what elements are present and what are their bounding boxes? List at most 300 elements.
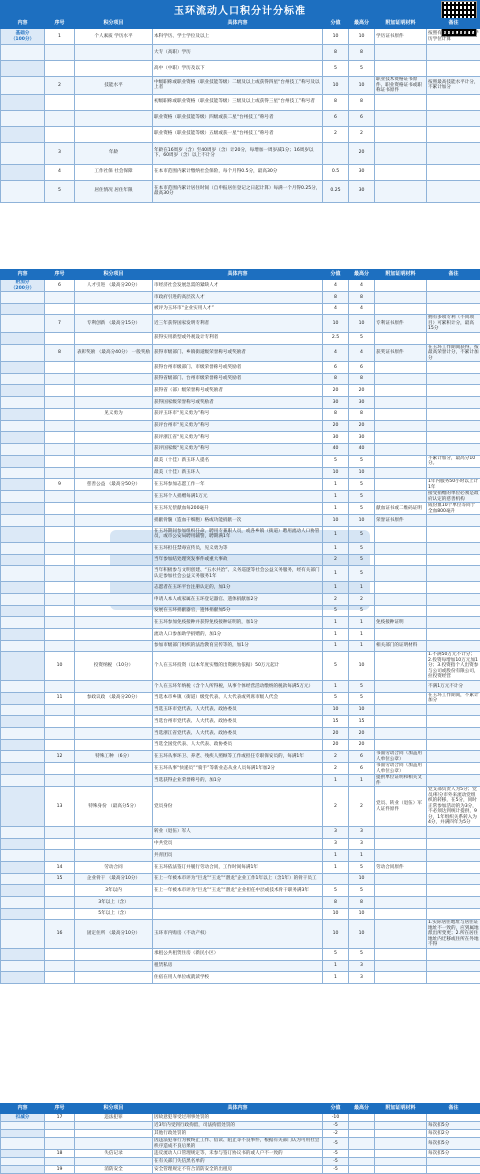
- remark: [427, 566, 480, 582]
- item-name: [75, 640, 153, 652]
- table-row: [1, 826, 480, 838]
- item-content: 初级职称或职业资格（职业技能等级）三级及以上或获得三星“台州技工”称号者: [153, 94, 323, 110]
- row-number: 9: [45, 479, 75, 491]
- row-number: [45, 582, 75, 594]
- item-name: [75, 972, 153, 984]
- item-name: [75, 1158, 153, 1166]
- row-number: [45, 1122, 75, 1130]
- score-value: 5: [323, 885, 349, 897]
- column-header-2: 积分项目: [75, 19, 153, 29]
- item-name: [75, 61, 153, 77]
- item-name: [75, 303, 153, 315]
- table-row: [1, 897, 480, 909]
- column-header-4: 分值: [323, 270, 349, 280]
- item-content: 获得省级部门、台州市级荣誉称号或奖励者: [153, 373, 323, 385]
- item-name: [75, 362, 153, 374]
- required-document: [375, 408, 427, 420]
- item-content: 个人在玉环投资（以本年度实缴的出资额为依据）50万元起计: [153, 652, 323, 681]
- max-score: 5: [349, 885, 375, 897]
- item-content: 申请人本人或家属在玉环登记器官、遗体捐献加2分: [153, 594, 323, 606]
- item-name: 5年以上（含）: [75, 908, 153, 920]
- remark: [427, 1114, 480, 1122]
- score-value: 2: [323, 126, 349, 142]
- row-number: [45, 704, 75, 716]
- row-number: [45, 728, 75, 740]
- column-header-7: 备注: [427, 270, 480, 280]
- row-number: 8: [45, 344, 75, 362]
- required-document: [375, 164, 427, 180]
- item-content: [153, 908, 323, 920]
- remark: [427, 408, 480, 420]
- max-score: 2: [349, 126, 375, 142]
- item-content: 近三年获得国家发明专利者: [153, 315, 323, 333]
- category-cell: [1, 728, 45, 740]
- category-cell: [1, 704, 45, 716]
- item-name: 人才引进 （最高分20分）: [75, 280, 153, 292]
- required-document: [375, 704, 427, 716]
- item-name: 专利创新 （最高分15分）: [75, 315, 153, 333]
- score-value: 1: [323, 640, 349, 652]
- max-score: 20: [349, 385, 375, 397]
- remark: [427, 142, 480, 164]
- item-content: 高中（中职）学历及以下: [153, 61, 323, 77]
- item-name: [75, 110, 153, 126]
- max-score: 3: [349, 972, 375, 984]
- required-document: [375, 142, 427, 164]
- item-content: 当选玉环市党代表、人大代表、政协委员: [153, 704, 323, 716]
- table-row: [1, 332, 480, 344]
- row-number: [45, 332, 75, 344]
- item-content: 其他行政处罚的: [153, 1130, 323, 1138]
- row-number: [45, 629, 75, 641]
- item-content: 转业（退伍）军人: [153, 826, 323, 838]
- category-cell: 附加分 （200分）: [1, 280, 45, 292]
- remark: [427, 1158, 480, 1166]
- required-document: [375, 948, 427, 960]
- score-value: 1: [323, 503, 349, 515]
- item-name: [75, 1130, 153, 1138]
- item-content: 当年参加结处理突发事件或重大事故: [153, 554, 323, 566]
- remark: 接受捐赠的单位必须是政府认定的慈善机构: [427, 491, 480, 503]
- category-cell: [1, 850, 45, 862]
- remark: 1年内服务50小时以上计1年: [427, 479, 480, 491]
- item-name: [75, 542, 153, 554]
- table-row: [1, 45, 480, 61]
- remark: [427, 443, 480, 455]
- table-row: [1, 566, 480, 582]
- table-row: [1, 29, 480, 45]
- required-document: [375, 739, 427, 751]
- required-document: 学历证书原件: [375, 29, 427, 45]
- row-number: [45, 491, 75, 503]
- max-score: 5: [349, 605, 375, 617]
- item-content: 在本市范围内累计缴纳社会保险，每个月得0.5分，最高30分: [153, 164, 323, 180]
- column-header-4: 分值: [323, 19, 349, 29]
- remark: [427, 826, 480, 838]
- item-name: [75, 960, 153, 972]
- max-score: 5: [349, 61, 375, 77]
- item-name: 特殊工种 （6分）: [75, 751, 153, 763]
- deduct-column-header: [1, 1104, 480, 1114]
- item-name: [75, 763, 153, 775]
- score-value: 40: [323, 443, 349, 455]
- row-number: 15: [45, 873, 75, 885]
- required-document: 书面劳动合同（加盖用人单位公章）: [375, 751, 427, 763]
- category-cell: [1, 432, 45, 444]
- max-score: 5: [349, 526, 375, 542]
- required-document: [375, 292, 427, 304]
- score-value: -2: [323, 1130, 349, 1138]
- remark: [427, 861, 480, 873]
- required-document: 免疫接种证明: [375, 617, 427, 629]
- score-value: 5: [323, 605, 349, 617]
- max-score: 20: [349, 420, 375, 432]
- remark: [427, 885, 480, 897]
- column-header-2: 积分项目: [75, 1104, 153, 1114]
- max-score: 30: [349, 432, 375, 444]
- item-content: 被评为玉环市“企业实用人才”: [153, 303, 323, 315]
- column-header-7: 备注: [427, 1104, 480, 1114]
- required-document: [375, 554, 427, 566]
- item-content: 获评玉环市“见义勇为”称号: [153, 408, 323, 420]
- required-document: [375, 332, 427, 344]
- category-cell: [1, 629, 45, 641]
- max-score: 5: [349, 542, 375, 554]
- remark: 每次扣2分: [427, 1130, 480, 1138]
- item-content: 在玉环担任禁毒宣传员，见义勇为等: [153, 542, 323, 554]
- required-document: [375, 420, 427, 432]
- item-content: 当选浙江省党代表、人大代表、政协委员: [153, 728, 323, 740]
- remark: [427, 739, 480, 751]
- item-content: 获得省（部）级荣誉称号或奖励者: [153, 385, 323, 397]
- category-cell: 扣减分: [1, 1114, 45, 1122]
- category-cell: [1, 775, 45, 787]
- score-value: 3: [323, 826, 349, 838]
- remark: [427, 373, 480, 385]
- item-content: 玉环市内购房（不动产权）: [153, 920, 323, 949]
- add-column-header: [1, 270, 480, 280]
- item-name: 投资纳税 （10分）: [75, 652, 153, 681]
- score-value: 20: [323, 385, 349, 397]
- row-number: [45, 1130, 75, 1138]
- category-cell: [1, 566, 45, 582]
- item-content: 市经济社会发展急需的紧缺人才: [153, 280, 323, 292]
- score-value: 2: [323, 787, 349, 827]
- item-content: 获评国家级“见义勇为”称号: [153, 443, 323, 455]
- score-value: 10: [323, 704, 349, 716]
- required-document: 劳动合同原件: [375, 861, 427, 873]
- remark: 1.实际居住地址与居住证地址不一致的，应到属地派出所变更；2.所在居住地址内迁移或住所在外地不得: [427, 920, 480, 949]
- score-value: 4: [323, 303, 349, 315]
- table-row: [1, 362, 480, 374]
- max-score: 10: [349, 315, 375, 333]
- table-row: [1, 142, 480, 164]
- table-row: [1, 640, 480, 652]
- score-value: 6: [323, 110, 349, 126]
- category-cell: [1, 362, 45, 374]
- max-score: 8: [349, 94, 375, 110]
- table-row: [1, 751, 480, 763]
- table-row: [1, 292, 480, 304]
- item-content: 获评浙江省“见义勇为”称号: [153, 432, 323, 444]
- score-value: 8: [323, 292, 349, 304]
- row-number: [45, 408, 75, 420]
- item-name: [75, 850, 153, 862]
- required-document: [375, 885, 427, 897]
- item-content: 本科学历、学士学位及以上: [153, 29, 323, 45]
- item-name: [75, 397, 153, 409]
- remark: [427, 110, 480, 126]
- score-value: 5: [323, 692, 349, 704]
- remark: [427, 554, 480, 566]
- table-row: [1, 164, 480, 180]
- max-score: 10: [349, 873, 375, 885]
- category-cell: [1, 948, 45, 960]
- max-score: 40: [349, 443, 375, 455]
- max-score: 4: [349, 280, 375, 292]
- score-value: 5: [323, 61, 349, 77]
- item-name: [75, 45, 153, 61]
- table-row: [1, 280, 480, 292]
- table-row: [1, 467, 480, 479]
- item-content: 在上一年被本市评为“巨龙”“王龙”“潜龙”企业工作1年以上（含1年）的骨干员工: [153, 873, 323, 885]
- max-score: 8: [349, 292, 375, 304]
- column-header-1: 序号: [45, 19, 75, 29]
- table-row: [1, 180, 480, 202]
- required-document: [375, 1150, 427, 1158]
- category-cell: [1, 344, 45, 362]
- row-number: [45, 397, 75, 409]
- remark: 在玉环工作期间，不累计加分: [427, 692, 480, 704]
- row-number: [45, 716, 75, 728]
- remark: 每次扣5分: [427, 1150, 480, 1158]
- row-number: [45, 61, 75, 77]
- max-score: 1: [349, 775, 375, 787]
- score-value: 1: [323, 775, 349, 787]
- required-document: [375, 1166, 427, 1174]
- item-content: 获得市级部门、乡镇街道级荣誉称号或奖励者: [153, 344, 323, 362]
- item-content: 违反流动人口管理规定等，未参与签订协议书的或人户不一致的: [153, 1150, 323, 1158]
- remark: 在玉环工作期间获得，按最高荣誉计分，不累计加分: [427, 344, 480, 362]
- row-number: [45, 897, 75, 909]
- max-score: [349, 1114, 375, 1122]
- item-name: [75, 94, 153, 110]
- remark: [427, 164, 480, 180]
- row-number: [45, 362, 75, 374]
- required-document: [375, 692, 427, 704]
- score-value: 2: [323, 751, 349, 763]
- column-header-0: 内容: [1, 270, 45, 280]
- row-number: [45, 850, 75, 862]
- item-content: 志愿者在玉环平台注册认定的，加1分: [153, 582, 323, 594]
- item-content: 在有关部门失信黑名单的: [153, 1158, 323, 1166]
- row-number: [45, 554, 75, 566]
- max-score: 4: [349, 344, 375, 362]
- item-name: [75, 455, 153, 467]
- column-header-1: 序号: [45, 1104, 75, 1114]
- remark: [427, 542, 480, 554]
- score-value: 10: [323, 920, 349, 949]
- row-number: [45, 455, 75, 467]
- score-value: -5: [323, 1158, 349, 1166]
- row-number: [45, 542, 75, 554]
- required-document: [375, 455, 427, 467]
- max-score: 5: [349, 491, 375, 503]
- required-document: [375, 1122, 427, 1130]
- item-name: [75, 838, 153, 850]
- table-row: [1, 77, 480, 95]
- score-value: 2: [323, 554, 349, 566]
- score-value: 10: [323, 315, 349, 333]
- max-score: 5: [349, 455, 375, 467]
- table-row: [1, 344, 480, 362]
- table-row: [1, 739, 480, 751]
- row-number: [45, 1158, 75, 1166]
- max-score: 30: [349, 164, 375, 180]
- remark: [427, 582, 480, 594]
- table-row: [1, 1122, 480, 1130]
- remark: [427, 515, 480, 527]
- required-document: [375, 960, 427, 972]
- item-name: [75, 605, 153, 617]
- item-name: 技能水平: [75, 77, 153, 95]
- category-cell: [1, 443, 45, 455]
- remark: 不累计加分，最高分10分。: [427, 455, 480, 467]
- table-row: [1, 443, 480, 455]
- score-value: 1: [323, 680, 349, 692]
- additional-score-table: [0, 269, 480, 984]
- category-cell: [1, 582, 45, 594]
- category-cell: [1, 420, 45, 432]
- row-number: 4: [45, 164, 75, 180]
- required-document: [375, 897, 427, 909]
- item-name: [75, 629, 153, 641]
- item-name: [75, 515, 153, 527]
- column-header-6: 附加证明材料: [375, 19, 427, 29]
- max-score: 5: [349, 479, 375, 491]
- table-row: [1, 920, 480, 949]
- item-content: 在玉环参加志愿工作一年: [153, 479, 323, 491]
- table-row: [1, 420, 480, 432]
- item-content: 当选全国党代表、人大代表、政协委员: [153, 739, 323, 751]
- item-name: [75, 126, 153, 142]
- score-value: [323, 873, 349, 885]
- item-content: 当选获得企业荣誉称号的，加1分: [153, 775, 323, 787]
- table-row: [1, 408, 480, 420]
- category-cell: [1, 920, 45, 949]
- max-score: 5: [349, 948, 375, 960]
- category-cell: [1, 652, 45, 681]
- required-document: [375, 526, 427, 542]
- remark: [427, 716, 480, 728]
- item-name: 表彰奖励 （最高分40分） 一般奖励: [75, 344, 153, 362]
- category-cell: 基础分 （100分）: [1, 29, 45, 45]
- row-number: 13: [45, 787, 75, 827]
- required-document: [375, 728, 427, 740]
- row-number: [45, 640, 75, 652]
- column-header-5: 最高分: [349, 270, 375, 280]
- table-row: [1, 861, 480, 873]
- table-row: [1, 542, 480, 554]
- row-number: [45, 45, 75, 61]
- required-document: [375, 826, 427, 838]
- max-score: 5: [349, 332, 375, 344]
- column-header-3: 具体内容: [153, 270, 323, 280]
- item-name: [75, 1138, 153, 1150]
- required-document: [375, 1158, 427, 1166]
- category-cell: [1, 315, 45, 333]
- required-document: [375, 373, 427, 385]
- table-row: [1, 850, 480, 862]
- score-value: 2: [323, 594, 349, 606]
- basic-score-table: [0, 18, 480, 203]
- remark: [427, 763, 480, 775]
- item-content: 发展在玉环捐献器官，遗体捐献加5分: [153, 605, 323, 617]
- category-cell: [1, 542, 45, 554]
- max-score: 10: [349, 908, 375, 920]
- item-content: 职业资格（职业技能等级）五级或获一星“台州技工”称号者: [153, 126, 323, 142]
- category-cell: [1, 1150, 45, 1158]
- required-document: [375, 972, 427, 984]
- item-content: 获得台州市级部门、市级荣誉称号或奖励者: [153, 362, 323, 374]
- remark: [427, 397, 480, 409]
- column-header-5: 最高分: [349, 19, 375, 29]
- remark: [427, 972, 480, 984]
- item-content: 党员身份: [153, 787, 323, 827]
- item-content: 捐献骨髓（造血干细胞）格或功能捐献一次: [153, 515, 323, 527]
- score-value: 6: [323, 362, 349, 374]
- required-document: [375, 1130, 427, 1138]
- score-value: 5: [323, 455, 349, 467]
- row-number: [45, 1138, 75, 1150]
- item-name: 固定住所 （最高分10分）: [75, 920, 153, 949]
- item-name: 失信记录: [75, 1150, 153, 1158]
- category-cell: [1, 1138, 45, 1150]
- required-document: [375, 1138, 427, 1150]
- category-cell: [1, 303, 45, 315]
- max-score: 2: [349, 594, 375, 606]
- score-value: 20: [323, 739, 349, 751]
- score-value: 2.5: [323, 332, 349, 344]
- item-name: 3年以内: [75, 885, 153, 897]
- remark: [427, 873, 480, 885]
- table-row: [1, 787, 480, 827]
- required-document: [375, 680, 427, 692]
- max-score: 20: [349, 728, 375, 740]
- score-value: 20: [323, 420, 349, 432]
- remark: [427, 280, 480, 292]
- item-name: 慈善公益 （最高分50分）: [75, 479, 153, 491]
- item-name: 企业骨干 （最高分10分）: [75, 873, 153, 885]
- required-document: [375, 652, 427, 681]
- row-number: 7: [45, 315, 75, 333]
- item-name: [75, 373, 153, 385]
- category-cell: [1, 292, 45, 304]
- category-cell: [1, 680, 45, 692]
- category-cell: [1, 838, 45, 850]
- row-number: [45, 838, 75, 850]
- item-name: 个人素质 学历水平: [75, 29, 153, 45]
- category-cell: [1, 617, 45, 629]
- table-row: [1, 515, 480, 527]
- row-number: 19: [45, 1166, 75, 1174]
- item-name: [75, 491, 153, 503]
- remark: [427, 45, 480, 61]
- column-header-1: 序号: [45, 270, 75, 280]
- score-value: 0.25: [323, 180, 349, 202]
- remark: 党支部负责人为5分；党员/积分市外来流动党组织的转移，在5分，同时正常参加活动的为3分，不必须达到统计提供，9分，1年组织关系转入为4分，并满四年为5分: [427, 787, 480, 827]
- required-document: [375, 443, 427, 455]
